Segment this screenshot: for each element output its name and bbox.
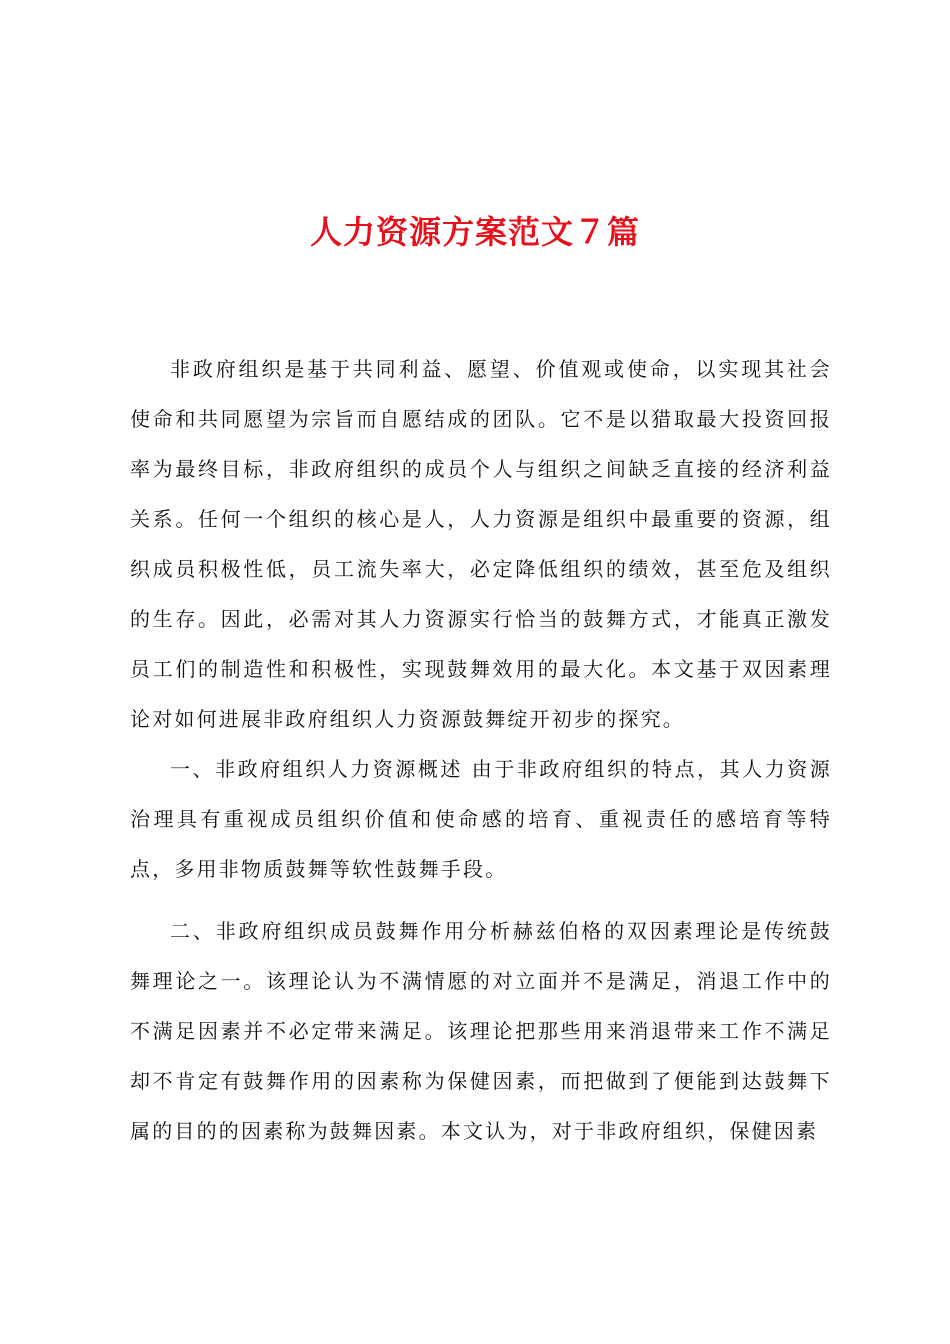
paragraph-section-1: 一、非政府组织人力资源概述 由于非政府组织的特点，其人力资源治理具有重视成员组织价值和使命感的培育、重视责任的感培育等特点，多用非物质鼓舞等软性鼓舞手段。 xyxy=(130,757,832,881)
document-title: 人力资源方案范文７篇 xyxy=(309,213,640,251)
document-body xyxy=(130,344,832,1156)
paragraph-spacer xyxy=(130,894,832,906)
paragraph-intro: 非政府组织是基于共同利益、愿望、价值观或使命，以实现其社会使命和共同愿望为宗旨而自愿结成的团队。它不是以猎取最大投资回报率为最终目标，非政府组织的成员个人与组织之间缺乏直接的经济利益关系。任何一个组织的核心是人，人力资源是组织中最重要的资源，组织成员积极性低，员工流失率大，必定降低组织的绩效，甚至危及组织的生存。因此，必需对其人力资源实行恰当的鼓舞方式，才能真正激发员工们的制造性和积极性，实现鼓舞效用的最大化。本文基于双因素理论对如何进展非政府组织人力资源鼓舞绽开初步的探究。 xyxy=(130,357,832,731)
paragraph-section-2: 二、非政府组织成员鼓舞作用分析赫兹伯格的双因素理论是传统鼓舞理论之一。该理论认为不满情愿的对立面并不是满足，消退工作中的不满足因素并不必定带来满足。该理论把那些用来消退带来工作不满足却不肯定有鼓舞作用的因素称为保健因素，而把做到了便能到达鼓舞下属的目的的因素称为鼓舞因素。本文认为，对于非政府组织，保健因素 xyxy=(130,919,832,1143)
